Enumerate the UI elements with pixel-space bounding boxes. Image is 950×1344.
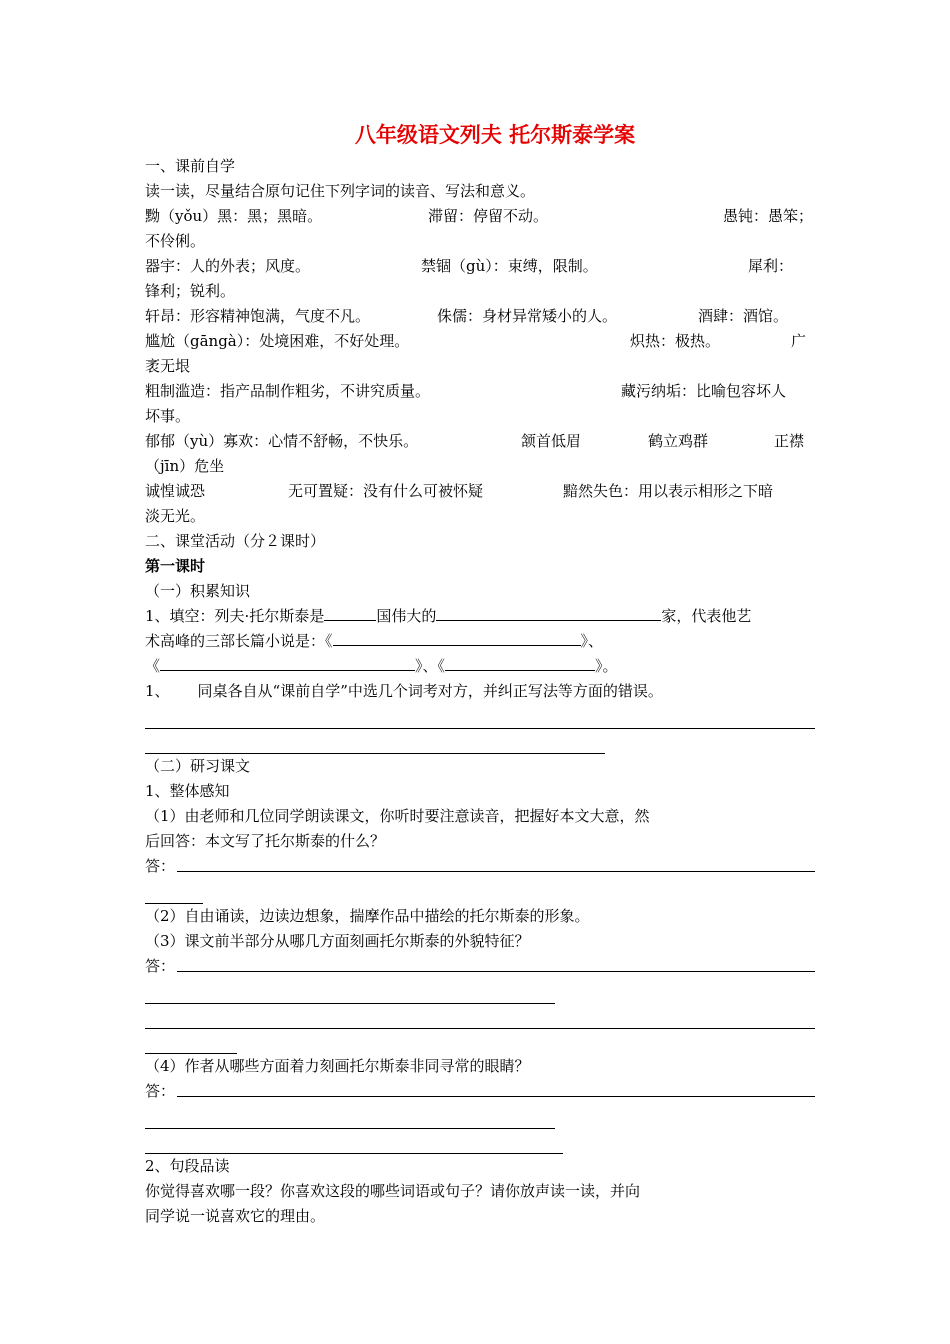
section-1-intro: 读一读，尽量结合原句记住下列字词的读音、写法和意义。 — [145, 182, 536, 200]
section-2-heading: 二、课堂活动（分２课时） — [145, 532, 326, 550]
vocab-item: 广 — [791, 332, 807, 350]
vocab-item: 袤无垠 — [145, 357, 191, 375]
vocab-item: 不伶俐。 — [145, 232, 206, 250]
subsection-overall: 1、整体感知 — [145, 782, 230, 800]
vocab-item: 粗制滥造：指产品制作粗劣，不讲究质量。 — [145, 382, 431, 400]
blank-novel-1[interactable] — [333, 629, 581, 646]
vocab-item: 滞留：停留不动。 — [428, 207, 549, 225]
vocab-item: 黝（yǒu）黑：黑；黑暗。 — [145, 207, 323, 225]
vocab-item: 坏事。 — [145, 407, 191, 425]
answer-line[interactable] — [145, 879, 203, 904]
answer-line[interactable] — [177, 1079, 815, 1097]
lesson-1-heading: 第一课时 — [145, 557, 206, 575]
vocab-item: 禁锢（gù）：束缚，限制。 — [421, 257, 598, 275]
section-1-heading: 一、课前自学 — [145, 157, 236, 175]
vocab-item: 酒肆：酒馆。 — [698, 307, 789, 325]
page-title: 八年级语文列夫 托尔斯泰学案 — [354, 122, 636, 147]
vocab-item: 犀利： — [748, 257, 794, 275]
answer-line[interactable] — [145, 1104, 555, 1129]
vocab-item: 鹤立鸡群 — [648, 432, 709, 450]
vocab-item: （jīn）危坐 — [145, 457, 225, 475]
part-2-heading: （二）研习课文 — [145, 757, 251, 775]
vocab-item: 侏儒：身材异常矮小的人。 — [437, 307, 618, 325]
fill-question-1: 1、填空：列夫·托尔斯泰是 国伟大的 家，代表他艺 — [145, 604, 815, 629]
blank-novel-3[interactable] — [445, 654, 595, 671]
vocab-row-5 — [145, 379, 815, 404]
fill-question-1-cont: 术高峰的三部长篇小说是：《 》、 — [145, 629, 815, 654]
prompt-4: （4）作者从哪些方面着力刻画托尔斯泰非同寻常的眼睛？ — [145, 1057, 530, 1075]
answer-row: 答： — [145, 1079, 815, 1104]
vocab-item: 炽热：极热。 — [630, 332, 721, 350]
vocab-item: 颔首低眉 — [521, 432, 582, 450]
blank-country[interactable] — [324, 604, 376, 621]
vocab-row-6 — [145, 429, 815, 454]
answer-line[interactable] — [145, 704, 815, 729]
answer-line[interactable] — [145, 1029, 237, 1054]
vocab-row-7 — [145, 479, 815, 504]
vocab-item: 锋利；锐利。 — [145, 282, 236, 300]
blank-novel-2[interactable] — [160, 654, 415, 671]
vocab-item: 轩昂：形容精神饱满，气度不凡。 — [145, 307, 371, 325]
vocab-row-4 — [145, 329, 815, 354]
vocab-item: 藏污纳垢：比喻包容坏人 — [621, 382, 787, 400]
vocab-item: 黯然失色：用以表示相形之下暗 — [563, 482, 774, 500]
worksheet-page — [145, 118, 815, 1229]
vocab-row-3 — [145, 304, 815, 329]
answer-line[interactable] — [177, 954, 815, 972]
prompt-5-cont: 同学说一说喜欢它的理由。 — [145, 1207, 326, 1225]
vocab-item: 愚钝：愚笨； — [723, 207, 814, 225]
vocab-item: 器宇：人的外表；风度。 — [145, 257, 311, 275]
vocab-row-2 — [145, 254, 815, 279]
question-2: 1、 同桌各自从“课前自学”中选几个词考对方，并纠正写法等方面的错误。 — [145, 682, 663, 700]
vocab-item: 无可置疑：没有什么可被怀疑 — [288, 482, 484, 500]
vocab-row-1 — [145, 204, 815, 229]
answer-line[interactable] — [145, 729, 605, 754]
answer-line[interactable] — [177, 854, 815, 872]
prompt-1: （1）由老师和几位同学朗读课文，你听时要注意读音，把握好本文大意，然 — [145, 807, 650, 825]
vocab-item: 诚惶诚恐 — [145, 482, 206, 500]
vocab-item: 正襟 — [774, 432, 805, 450]
prompt-2: （2）自由诵读，边读边想象，揣摩作品中描绘的托尔斯泰的形象。 — [145, 907, 590, 925]
answer-row: 答： — [145, 954, 815, 979]
subsection-reading: 2、句段品读 — [145, 1157, 230, 1175]
answer-line[interactable] — [145, 1129, 563, 1154]
prompt-1-cont: 后回答：本文写了托尔斯泰的什么？ — [145, 832, 386, 850]
answer-line[interactable] — [145, 1004, 815, 1029]
prompt-5: 你觉得喜欢哪一段？你喜欢这段的哪些词语或句子？请你放声读一读，并向 — [145, 1182, 641, 1200]
answer-line[interactable] — [145, 979, 555, 1004]
fill-question-1-cont2: 《 》、《 》。 — [145, 654, 815, 679]
vocab-item: 郁郁（yù）寡欢：心情不舒畅，不快乐。 — [145, 432, 419, 450]
vocab-item: 尴尬（gāngà）：处境困难，不好处理。 — [145, 332, 410, 350]
part-1-heading: （一）积累知识 — [145, 582, 251, 600]
answer-row: 答： — [145, 854, 815, 879]
blank-profession[interactable] — [436, 604, 661, 621]
prompt-3: （3）课文前半部分从哪几方面刻画托尔斯泰的外貌特征？ — [145, 932, 530, 950]
vocab-item: 淡无光。 — [145, 507, 206, 525]
